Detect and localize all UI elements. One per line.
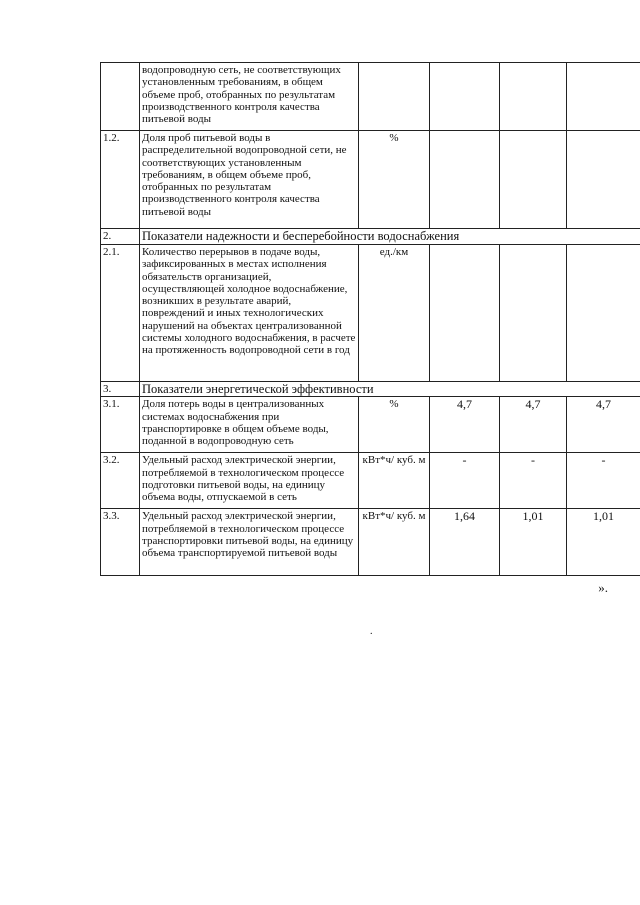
value-cell-1: 1,64 xyxy=(430,509,500,576)
value-cell-2 xyxy=(500,131,567,229)
indicator-description: Удельный расход электрической энергии, потребляемой в технологическом процессе подготовки питьевой воды, на единицу объема воды, отпускаемой в сеть xyxy=(140,453,359,509)
unit-cell: кВт*ч/ куб. м xyxy=(359,509,430,576)
row-number: 2.1. xyxy=(101,245,140,382)
unit-cell: кВт*ч/ куб. м xyxy=(359,453,430,509)
value-cell-2: - xyxy=(500,453,567,509)
indicator-description: Количество перерывов в подаче воды, зафиксированных в местах исполнения обязательств организацией, осуществляющей холодное водоснабжение, возникших в результате аварий, повреждений и иных технологических нарушений на объектах централизованной системы холодного водоснабжения, в расчете на протяженность водопроводной сети в год xyxy=(140,245,359,382)
table-row xyxy=(101,397,640,453)
table-row xyxy=(101,245,640,382)
row-number: 3.1. xyxy=(101,397,140,453)
indicator-description: Доля потерь воды в централизованных системах водоснабжения при транспортировке в общем объеме воды, поданной в водопроводную сеть xyxy=(140,397,359,453)
section-row xyxy=(101,382,640,397)
indicators-table xyxy=(100,62,640,576)
row-number: 3.3. xyxy=(101,509,140,576)
value-cell-2: 4,7 xyxy=(500,397,567,453)
indicator-description: Удельный расход электрической энергии, потребляемой в технологическом процессе транспортировки питьевой воды, на единицу объема транспортируемой питьевой воды xyxy=(140,509,359,576)
value-cell-3 xyxy=(567,63,640,131)
closing-quote: ». xyxy=(598,580,608,595)
section-number: 3. xyxy=(101,382,140,397)
value-cell-3: - xyxy=(567,453,640,509)
row-number xyxy=(101,63,140,131)
row-number: 1.2. xyxy=(101,131,140,229)
table-row xyxy=(101,131,640,229)
unit-cell: ед./км xyxy=(359,245,430,382)
section-title: Показатели надежности и бесперебойности водоснабжения xyxy=(140,229,640,245)
section-number: 2. xyxy=(101,229,140,245)
value-cell-2: 1,01 xyxy=(500,509,567,576)
value-cell-1: - xyxy=(430,453,500,509)
section-row xyxy=(101,229,640,245)
value-cell-3 xyxy=(567,245,640,382)
unit-cell xyxy=(359,63,430,131)
value-cell-2 xyxy=(500,245,567,382)
table-row xyxy=(101,453,640,509)
value-cell-1 xyxy=(430,131,500,229)
value-cell-3 xyxy=(567,131,640,229)
value-cell-1: 4,7 xyxy=(430,397,500,453)
stray-mark: . xyxy=(370,626,373,637)
table-row xyxy=(101,509,640,576)
table-row xyxy=(101,63,640,131)
value-cell-3: 1,01 xyxy=(567,509,640,576)
value-cell-3: 4,7 xyxy=(567,397,640,453)
unit-cell: % xyxy=(359,131,430,229)
value-cell-1 xyxy=(430,63,500,131)
indicator-description: Доля проб питьевой воды в распределительной водопроводной сети, не соответствующих установленным требованиям, в общем объеме проб, отобранных по результатам производственного контроля качества питьевой воды xyxy=(140,131,359,229)
section-title: Показатели энергетической эффективности xyxy=(140,382,640,397)
value-cell-1 xyxy=(430,245,500,382)
indicator-description: водопроводную сеть, не соответствующих установленным требованиям, в общем объеме проб, отобранных по результатам производственного контроля качества питьевой воды xyxy=(140,63,359,131)
unit-cell: % xyxy=(359,397,430,453)
value-cell-2 xyxy=(500,63,567,131)
row-number: 3.2. xyxy=(101,453,140,509)
